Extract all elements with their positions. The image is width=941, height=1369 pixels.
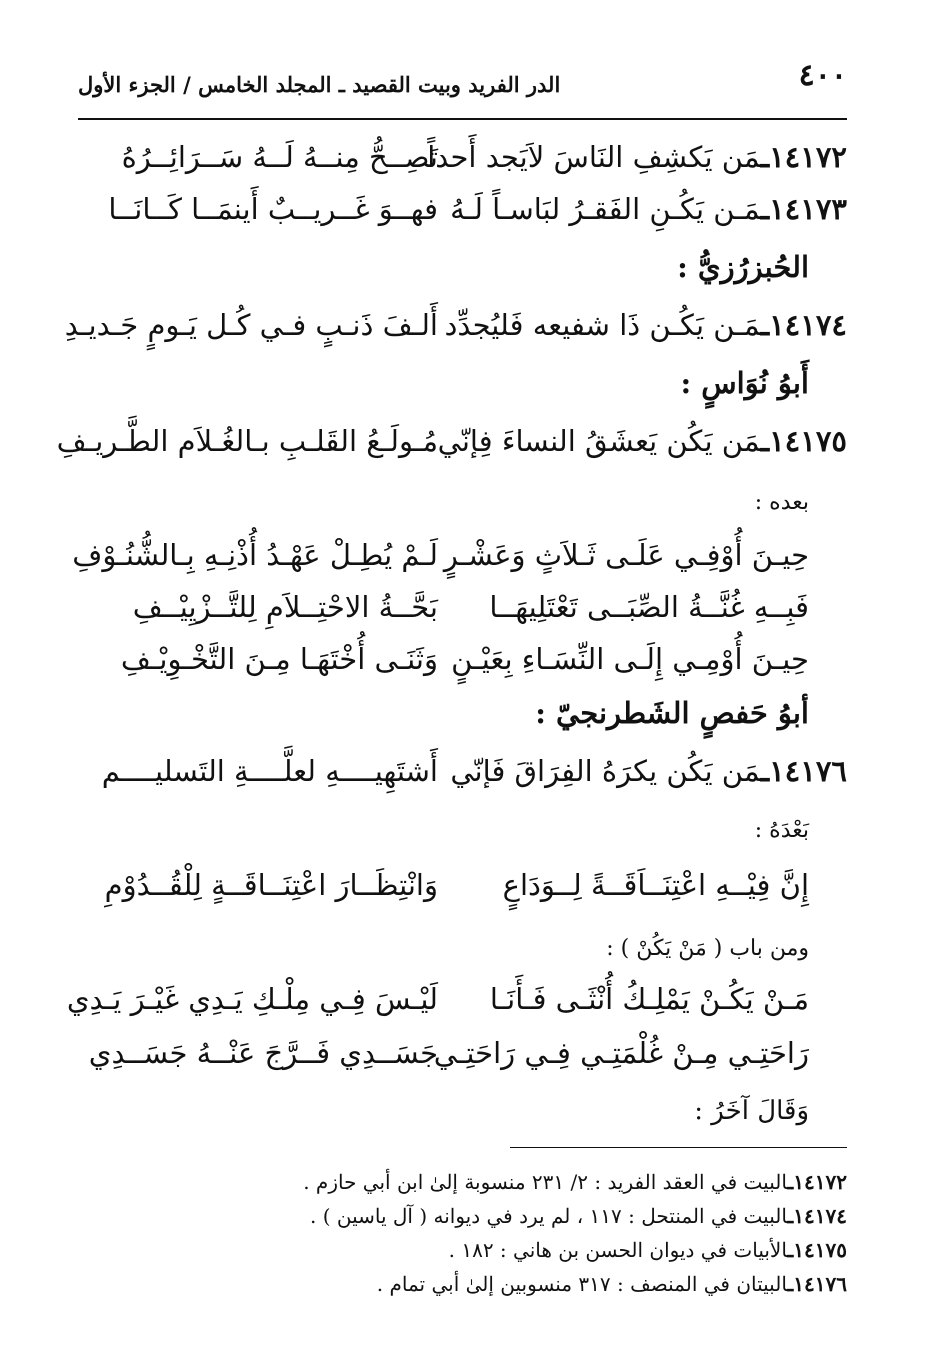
verse-line (78, 590, 847, 646)
note-label: وَقَالَ آخَرُ : (694, 1096, 809, 1126)
verse-line (78, 1036, 847, 1092)
verse-line (78, 642, 847, 698)
second-hemistich: وَانْتِظَــارَ اعْتِنَــاقَــةٍ لِلْقُــدُوْمِ (104, 868, 438, 902)
second-hemistich: لَيْـسَ فِـي مِلْـكِ يَـدِي غَيْـرَ يَـدِي (66, 982, 438, 1016)
second-hemistich: أَلـفَ ذَنـبٍ فـي كُـل يَـومٍ جَـديـدِ (64, 308, 438, 342)
footnote-text: الأبيات في ديوان الحسن بن هاني : ١٨٢ . (448, 1238, 788, 1262)
verse-14174 (64, 308, 847, 364)
verse-14175 (56, 424, 847, 480)
footnote-text: البيتان في المنصف : ٣١٧ منسوبين إلىٰ أبي تمام . (376, 1272, 788, 1296)
first-hemistich: فَبِــهِ غُنَّــةُ الصِّبَــى تَعْتَلِيهَــا (489, 590, 809, 624)
footnote-number: ١٤١٧٤ـ (787, 1204, 847, 1228)
footnote-text: البيت في المنتحل : ١١٧ ، لم يرد في ديوانه ( آل ياسين ) . (309, 1204, 788, 1228)
footnote (78, 1204, 847, 1236)
note-label: بعده : (754, 490, 809, 515)
verse-number: ١٤١٧٦ـ (760, 754, 847, 788)
page-header (78, 58, 847, 114)
first-hemistich: مَن يَكُن يَعشَقُ النساءَ فِإنّي (437, 424, 761, 458)
verse-line (72, 538, 847, 594)
verse-number: ١٤١٧٤ـ (760, 308, 847, 342)
first-hemistich: مَـنْ يَكُـنْ يَمْلِـكُ أُنْثَـى فَـأَنَـا (489, 982, 809, 1016)
second-hemistich: مُـولَـعُ القَلـبِ بـالغُـلاَم الطَّـريـفِ (56, 424, 438, 458)
footnote (78, 1238, 847, 1270)
verse-14172 (78, 140, 847, 196)
footnote-number: ١٤١٧٦ـ (787, 1272, 847, 1296)
second-hemistich: وَثَنَـى أُخْتَهَـا مِـنَ التَّخْـوِيْـفِ (120, 642, 438, 676)
first-hemistich: مَن يَكشِفِ النَاسَ لاَيَجد أَحداً (427, 140, 761, 174)
first-hemistich: مَن يَكُن يكرَهُ الفِرَاقَ فَإنّي (450, 754, 761, 788)
second-hemistich: فهــوَ غَــريــبٌ أَينمَــا كَــانَــا (108, 192, 438, 226)
verse-number: ١٤١٧٥ـ (760, 424, 847, 458)
first-hemistich: مَـن يَكُـنِ الفَقـرُ لبَاسـاً لَـهُ (450, 192, 761, 226)
footnote (78, 1170, 847, 1202)
footnote-number: ١٤١٧٥ـ (787, 1238, 847, 1262)
second-hemistich: أَشتَهِيــــهِ لعلَّــــةِ التَسليــــم (101, 754, 438, 788)
footnote (78, 1272, 847, 1304)
footnote-text: البيت في العقد الفريد : ٢/ ٢٣١ منسوبة إلىٰ ابن أبي حازم . (303, 1170, 788, 1194)
verse-line (78, 868, 847, 924)
note-label: ومن باب ( مَنْ يَكُنْ ) : (606, 936, 809, 961)
verse-14173 (78, 192, 847, 248)
footnote-number: ١٤١٧٢ـ (787, 1170, 847, 1194)
note-label: بَعْدَهُ : (754, 818, 809, 843)
second-hemistich: تَصِــحُّ مِنــهُ لَــهُ سَــرَائِــرُهُ (121, 140, 438, 174)
second-hemistich: لَـمْ يُطِـلْ عَهْـدُ أُذْنِـهِ بِـالشُّنُـوْفِ (72, 538, 438, 572)
poet-name: الحُبزرُزيُّ : (677, 250, 809, 284)
running-title: الدر الفريد وبيت القصيد ـ المجلد الخامس / الجزء الأول (78, 72, 561, 97)
first-hemistich: رَاحَتِـي مِـنْ غُلْمَتِـي فِـي رَاحَتِـي (433, 1036, 809, 1070)
poet-name: أَبوُ نُوَاسٍ : (680, 366, 809, 400)
first-hemistich: إِنَّ فِيْــهِ اعْتِنَــاَقَــةً لِــوَدَاعٍ (502, 868, 809, 902)
verse-number: ١٤١٧٣ـ (760, 192, 847, 226)
poet-name: أبوُ حَفصٍ الشَطرنجيّ : (535, 696, 809, 730)
first-hemistich: حِيـنَ أُوْمِـي إِلَـى النِّسَـاءِ بِعَيْـنٍ (451, 642, 809, 676)
verse-line (66, 982, 847, 1038)
first-hemistich: حِيـنَ أُوْفِـي عَلَـى ثَـلاَثٍ وَعَشْـرٍ (443, 538, 809, 572)
second-hemistich: جَسَــدِي فَــرَّجَ عَنْــهُ جَسَــدِي (88, 1036, 438, 1070)
verse-14176 (78, 754, 847, 810)
first-hemistich: مَـن يَكُـن ذَا شفيعه فَليُجدِّد (444, 308, 761, 342)
footnote-divider (510, 1147, 847, 1148)
header-divider (78, 118, 847, 120)
second-hemistich: بَحَّــةُ الاحْتِــلاَمِ لِلتَّــزْيِيْــفِ (132, 590, 438, 624)
verse-number: ١٤١٧٢ـ (760, 140, 847, 174)
page-number: ٤٠٠ (798, 58, 847, 93)
